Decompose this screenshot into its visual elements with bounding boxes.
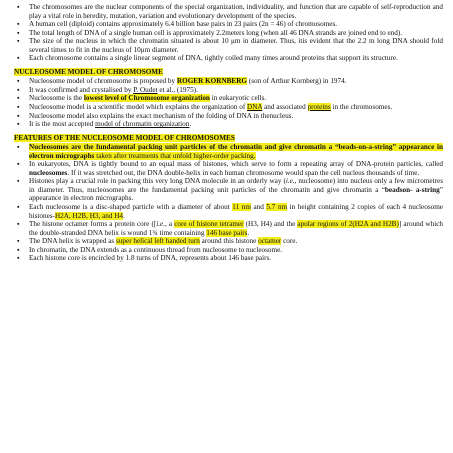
list-item: ▪ It is the most accepted model of chromatin organization. — [12, 120, 443, 129]
list-item: ▪ The size of the nucleus in which the chromatin situated is about 10 μm in diameter. Thus, itis evident that the 2.2 m long DNA should fold several times to fit in the nucleus of 10μm diameter. — [12, 37, 443, 54]
list-item: ▪ Nucleosome model of chromosome is proposed by ROGER KORNBERG (son of Arthur Kornberg) in 1974. — [12, 77, 443, 86]
list-item: ▪ Histones play a crucial role in packing this very long DNA molecule in an orderly way (i.e., nucleosome) into nucleus only a few micrometres in diameter. Thus, nucleosomes are the fundamental packing unit particles of the chromatin and give chromatin a “beadson- a-string” appearance in electron micrographs. — [12, 177, 443, 203]
highlight: DNA — [247, 103, 263, 112]
highlight: H2A, H2B, H3, and H4 — [54, 211, 124, 220]
highlight: 5.7 nm — [266, 203, 288, 212]
section-heading-nucleosome-model: NUCLEOSOME MODEL OF CHROMOSOME — [14, 67, 163, 76]
list-item: ▪ In eukaryotes, DNA is tightly bound to an equal mass of histones, which serve to form a repeating array of DNA-protein particles, called nucleosomes. If it was stretched out, the DNA double-helix in each human chromosome would span the cell nucleus thousands of time. — [12, 160, 443, 177]
nucleosome-model-list — [12, 77, 443, 128]
list-item: ▪ The total length of DNA of a single human cell is approximately 2.2meters long (when all 46 DNA strands are joined end to end). — [12, 29, 443, 38]
list-item: ▪ Each histone core is encircled by 1.8 turns of DNA, represents about 146 base pairs. — [12, 254, 443, 263]
features-list — [12, 143, 443, 263]
list-item: ▪ In chromatin, the DNA extends as a continuous thread from nucleosome to nucleosome. — [12, 246, 443, 255]
list-item: ▪ Nucleosome model also explains the exact mechanism of the folding of DNA in thenucleus. — [12, 112, 443, 121]
highlight: lowest level of Chromosome organization — [83, 94, 210, 103]
highlight: core of histone tetramer — [174, 220, 244, 229]
list-item: ▪ It was confirmed and crystalised by P. Oudet et al., (1975). — [12, 86, 443, 95]
list-item: ▪ Nucleosome model is a scientific model which explains the organization of DNA and associated proteins in the chromosomes. — [12, 103, 443, 112]
list-item: ▪ Each chromosome contains a single linear segment of DNA, tightly coiled many times around proteins that support its structure. — [12, 54, 443, 63]
highlight: proteins — [307, 103, 331, 112]
list-item: ▪ The histone octamer forms a protein core ([i.e., a core of histone tetramer (H3, H4) and the apolar regions of 2(H2A and H2B)] around which the double-stranded DNA helix is wound 1¾ time containing 146 base pairs. — [12, 220, 443, 237]
list-item: ▪ A human cell (diploid) contains approximately 6.4 billion base pairs in 23 pairs (2n = 46) of chromosomes. — [12, 20, 443, 29]
list-item: ▪ The DNA helix is wrapped as super helical left handed turn around this histone octamer core. — [12, 237, 443, 246]
section-heading-features: FEATURES OF THE NUCLEOSOME MODEL OF CHROMOSOMES — [14, 133, 235, 142]
list-item: ▪ Nucleosome is the lowest level of Chromosome organization in eukaryotic cells. — [12, 94, 443, 103]
highlight: Nucleosomes are the fundamental packing unit particles of the chromatin and give chromatin a “beads-on-a-string” appearance in electron micrographs — [29, 143, 443, 160]
highlight: 11 nm — [232, 203, 251, 212]
intro-list — [12, 3, 443, 63]
underlined-text: model of chromatin organization — [95, 120, 190, 129]
list-item: ▪ Each nucleosome is a disc-shaped particle with a diameter of about 11 nm and 5.7 nm in height containing 2 copies of each 4 nucleosome histones-H2A, H2B, H3, and H4. — [12, 203, 443, 220]
list-item: ▪ Nucleosomes are the fundamental packing unit particles of the chromatin and give chromatin a “beads-on-a-string” appearance in electron micrographs taken after treatments that unfold higher-order packing. — [12, 143, 443, 160]
highlight: octamer — [258, 237, 282, 246]
highlight: 146 base pairs — [206, 228, 248, 237]
highlight: ROGER KORNBERG — [176, 77, 248, 86]
highlight: apolar regions of 2(H2A and H2B) — [297, 220, 399, 229]
highlight: super helical left handed turn — [116, 237, 200, 246]
underlined-text: P. Oudet — [133, 85, 158, 94]
list-item: ▪ The chromosomes are the nuclear components of the special organization, individuality, and function that are capable of self-reproduction and play a vital role in heredity, mutation, variation and evolutionary development of the species. — [12, 3, 443, 20]
